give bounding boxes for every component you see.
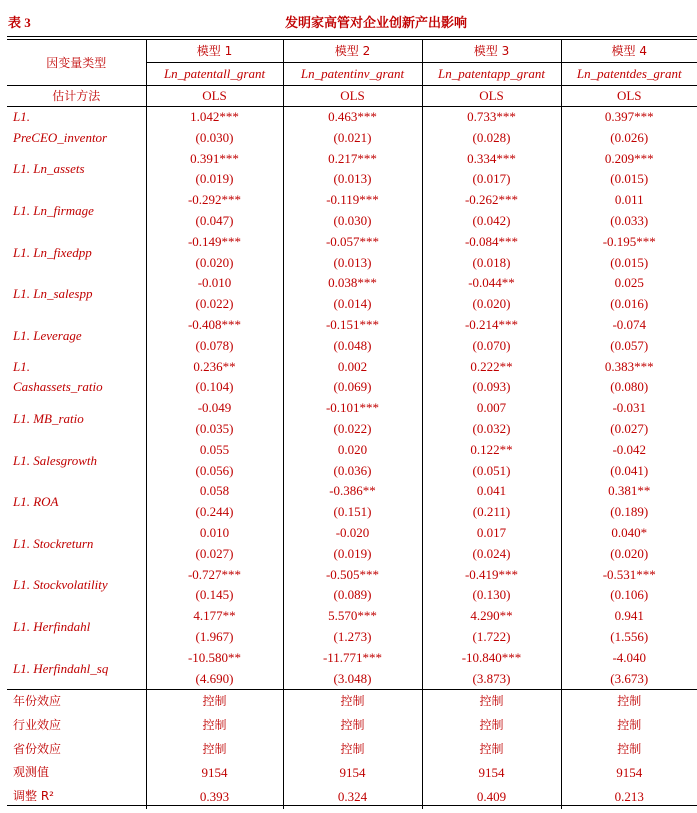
standard-error: (0.019)	[283, 544, 422, 565]
summary-value: 0.324	[283, 785, 422, 809]
method-4: OLS	[561, 86, 697, 107]
coef-row	[7, 481, 697, 502]
depvar-2: Ln_patentinv_grant	[283, 63, 422, 86]
coefficient: 0.733***	[422, 107, 561, 128]
coefficient: 1.042***	[146, 107, 283, 128]
coefficient: 0.058	[146, 481, 283, 502]
variable-name: L1. Stockreturn	[13, 535, 94, 551]
standard-error: (4.690)	[146, 669, 283, 690]
standard-error: (0.151)	[283, 502, 422, 523]
coefficient: 0.383***	[561, 357, 697, 378]
variable-name: L1.	[13, 109, 30, 124]
summary-value: 控制	[283, 738, 422, 762]
table-caption	[0, 10, 697, 34]
coefficient: 0.025	[561, 273, 697, 294]
coefficient: 0.041	[422, 481, 561, 502]
coefficient: -10.840***	[422, 648, 561, 669]
coefficient: -0.031	[561, 398, 697, 419]
standard-error: (0.027)	[561, 419, 697, 440]
variable-name: L1. ROA	[13, 494, 59, 510]
variable-name: L1. Ln_firmage	[13, 202, 94, 218]
standard-error: (0.047)	[146, 211, 283, 232]
summary-value: 控制	[283, 690, 422, 714]
coefficient: -0.727***	[146, 565, 283, 586]
coefficient: 0.397***	[561, 107, 697, 128]
standard-error: (0.013)	[283, 169, 422, 190]
model-2-header: 模型 2	[283, 40, 422, 63]
summary-value: 0.213	[561, 785, 697, 809]
coefficient: 0.040*	[561, 523, 697, 544]
summary-value: 控制	[422, 714, 561, 738]
coefficient: 0.017	[422, 523, 561, 544]
standard-error: (0.211)	[422, 502, 561, 523]
model-1-header: 模型 1	[146, 40, 283, 63]
coefficient: -0.151***	[283, 315, 422, 336]
coefficient: 4.177**	[146, 606, 283, 627]
variable-name: L1. Ln_fixedpp	[13, 244, 92, 260]
summary-row	[7, 738, 697, 762]
standard-error: (0.042)	[422, 211, 561, 232]
table-number: 表 3	[8, 15, 31, 30]
coefficient: 4.290**	[422, 606, 561, 627]
standard-error: (0.035)	[146, 419, 283, 440]
standard-error: (0.057)	[561, 336, 697, 357]
variable-name: L1. Herfindahl_sq	[13, 660, 109, 676]
coef-row	[7, 149, 697, 170]
coefficient: -0.386**	[283, 481, 422, 502]
coef-row	[7, 190, 697, 211]
standard-error: (0.030)	[146, 128, 283, 149]
standard-error: (0.041)	[561, 461, 697, 482]
standard-error: (0.022)	[146, 294, 283, 315]
standard-error: (0.020)	[146, 253, 283, 274]
standard-error: (0.244)	[146, 502, 283, 523]
table-note-cutoff	[7, 806, 697, 813]
coef-row	[7, 357, 697, 378]
coefficient: 0.217***	[283, 149, 422, 170]
summary-value: 控制	[146, 714, 283, 738]
standard-error: (0.078)	[146, 336, 283, 357]
coefficient: 0.002	[283, 357, 422, 378]
standard-error: (3.673)	[561, 669, 697, 690]
summary-value: 9154	[283, 761, 422, 785]
coefficient: 0.038***	[283, 273, 422, 294]
standard-error: (0.018)	[422, 253, 561, 274]
standard-error: (0.020)	[422, 294, 561, 315]
standard-error: (1.556)	[561, 627, 697, 648]
standard-error: (0.024)	[422, 544, 561, 565]
coefficient: 0.020	[283, 440, 422, 461]
variable-name: L1. Leverage	[13, 327, 82, 343]
coefficient: 0.010	[146, 523, 283, 544]
coefficient: -0.214***	[422, 315, 561, 336]
coefficient: -0.531***	[561, 565, 697, 586]
summary-value: 9154	[561, 761, 697, 785]
summary-value: 9154	[146, 761, 283, 785]
standard-error: (0.026)	[561, 128, 697, 149]
standard-error: (0.130)	[422, 585, 561, 606]
dep-var-type-label: 因变量类型	[7, 40, 146, 86]
standard-error: (3.873)	[422, 669, 561, 690]
variable-name-cont: PreCEO_inventor	[13, 129, 108, 145]
summary-value: 控制	[422, 690, 561, 714]
summary-row	[7, 690, 697, 714]
coef-row	[7, 107, 697, 128]
standard-error: (0.017)	[422, 169, 561, 190]
summary-value: 控制	[561, 690, 697, 714]
coefficient: 0.209***	[561, 149, 697, 170]
standard-error: (0.080)	[561, 377, 697, 398]
top-rule	[7, 36, 697, 37]
coefficient: 0.122**	[422, 440, 561, 461]
coef-row	[7, 315, 697, 336]
standard-error: (0.016)	[561, 294, 697, 315]
summary-row	[7, 714, 697, 738]
coef-row	[7, 606, 697, 627]
regression-table	[7, 40, 697, 809]
coefficient: -0.101***	[283, 398, 422, 419]
coefficient: -0.119***	[283, 190, 422, 211]
coef-row	[7, 648, 697, 669]
standard-error: (0.027)	[146, 544, 283, 565]
variable-name: L1. Stockvolatility	[13, 577, 108, 593]
summary-row	[7, 761, 697, 785]
variable-name: L1. MB_ratio	[13, 410, 84, 426]
standard-error: (0.036)	[283, 461, 422, 482]
variable-name: L1. Ln_assets	[13, 161, 85, 177]
coefficient: 0.463***	[283, 107, 422, 128]
coef-row	[7, 565, 697, 586]
table-title: 发明家高管对企业创新产出影响	[285, 15, 468, 30]
coefficient: -0.042	[561, 440, 697, 461]
coefficient: -0.010	[146, 273, 283, 294]
table-body	[7, 40, 697, 809]
coefficient: -0.505***	[283, 565, 422, 586]
coefficient: 0.391***	[146, 149, 283, 170]
variable-name: L1. Herfindahl	[13, 618, 91, 634]
coefficient: 0.222**	[422, 357, 561, 378]
coefficient: 0.381**	[561, 481, 697, 502]
se-row	[7, 377, 697, 398]
coefficient: -0.195***	[561, 232, 697, 253]
summary-value: 0.409	[422, 785, 561, 809]
standard-error: (1.722)	[422, 627, 561, 648]
coefficient: -0.292***	[146, 190, 283, 211]
coefficient: -0.408***	[146, 315, 283, 336]
header-row-method	[7, 86, 697, 107]
coefficient: -0.020	[283, 523, 422, 544]
standard-error: (0.021)	[283, 128, 422, 149]
variable-name: L1. Ln_salespp	[13, 286, 93, 302]
coef-row	[7, 273, 697, 294]
summary-value: 9154	[422, 761, 561, 785]
se-row	[7, 128, 697, 149]
summary-label: 调整 R²	[13, 789, 54, 804]
standard-error: (0.051)	[422, 461, 561, 482]
summary-value: 控制	[561, 738, 697, 762]
depvar-4: Ln_patentdes_grant	[561, 63, 697, 86]
model-4-header: 模型 4	[561, 40, 697, 63]
coefficient: 0.055	[146, 440, 283, 461]
depvar-3: Ln_patentapp_grant	[422, 63, 561, 86]
summary-value: 控制	[283, 714, 422, 738]
standard-error: (3.048)	[283, 669, 422, 690]
summary-value: 控制	[422, 738, 561, 762]
standard-error: (1.273)	[283, 627, 422, 648]
coefficient: -4.040	[561, 648, 697, 669]
method-2: OLS	[283, 86, 422, 107]
summary-label: 观测值	[13, 765, 50, 780]
coefficient: -0.057***	[283, 232, 422, 253]
standard-error: (0.069)	[283, 377, 422, 398]
standard-error: (0.020)	[561, 544, 697, 565]
standard-error: (0.056)	[146, 461, 283, 482]
standard-error: (0.019)	[146, 169, 283, 190]
standard-error: (0.048)	[283, 336, 422, 357]
coef-row	[7, 440, 697, 461]
standard-error: (0.032)	[422, 419, 561, 440]
standard-error: (0.015)	[561, 253, 697, 274]
variable-name: L1.	[13, 358, 30, 374]
standard-error: (0.013)	[283, 253, 422, 274]
method-1: OLS	[146, 86, 283, 107]
standard-error: (0.089)	[283, 585, 422, 606]
coefficient: -10.580**	[146, 648, 283, 669]
coef-row	[7, 523, 697, 544]
coefficient: -0.262***	[422, 190, 561, 211]
standard-error: (0.104)	[146, 377, 283, 398]
standard-error: (0.106)	[561, 585, 697, 606]
standard-error: (0.189)	[561, 502, 697, 523]
method-label: 估计方法	[7, 86, 146, 107]
coef-row	[7, 398, 697, 419]
standard-error: (0.070)	[422, 336, 561, 357]
coefficient: -0.049	[146, 398, 283, 419]
coefficient: -0.149***	[146, 232, 283, 253]
coefficient: 0.941	[561, 606, 697, 627]
standard-error: (1.967)	[146, 627, 283, 648]
summary-value: 控制	[146, 690, 283, 714]
coefficient: -0.074	[561, 315, 697, 336]
variable-name-cont: Cashassets_ratio	[13, 379, 103, 395]
coefficient: 5.570***	[283, 606, 422, 627]
standard-error: (0.145)	[146, 585, 283, 606]
standard-error: (0.028)	[422, 128, 561, 149]
model-3-header: 模型 3	[422, 40, 561, 63]
summary-label: 省份效应	[13, 741, 62, 756]
coefficient: -0.044**	[422, 273, 561, 294]
standard-error: (0.030)	[283, 211, 422, 232]
coefficient: 0.011	[561, 190, 697, 211]
variable-name: L1. Salesgrowth	[13, 452, 98, 468]
summary-value: 0.393	[146, 785, 283, 809]
summary-label: 年份效应	[7, 690, 146, 714]
standard-error: (0.033)	[561, 211, 697, 232]
header-row-models	[7, 40, 697, 63]
coefficient: 0.334***	[422, 149, 561, 170]
depvar-1: Ln_patentall_grant	[146, 63, 283, 86]
method-3: OLS	[422, 86, 561, 107]
standard-error: (0.022)	[283, 419, 422, 440]
standard-error: (0.015)	[561, 169, 697, 190]
coefficient: -0.419***	[422, 565, 561, 586]
coef-row	[7, 232, 697, 253]
standard-error: (0.093)	[422, 377, 561, 398]
standard-error: (0.014)	[283, 294, 422, 315]
coefficient: 0.007	[422, 398, 561, 419]
coefficient: -0.084***	[422, 232, 561, 253]
summary-value: 控制	[561, 714, 697, 738]
coefficient: 0.236**	[146, 357, 283, 378]
summary-value: 控制	[146, 738, 283, 762]
summary-label: 行业效应	[13, 718, 62, 733]
coefficient: -11.771***	[283, 648, 422, 669]
